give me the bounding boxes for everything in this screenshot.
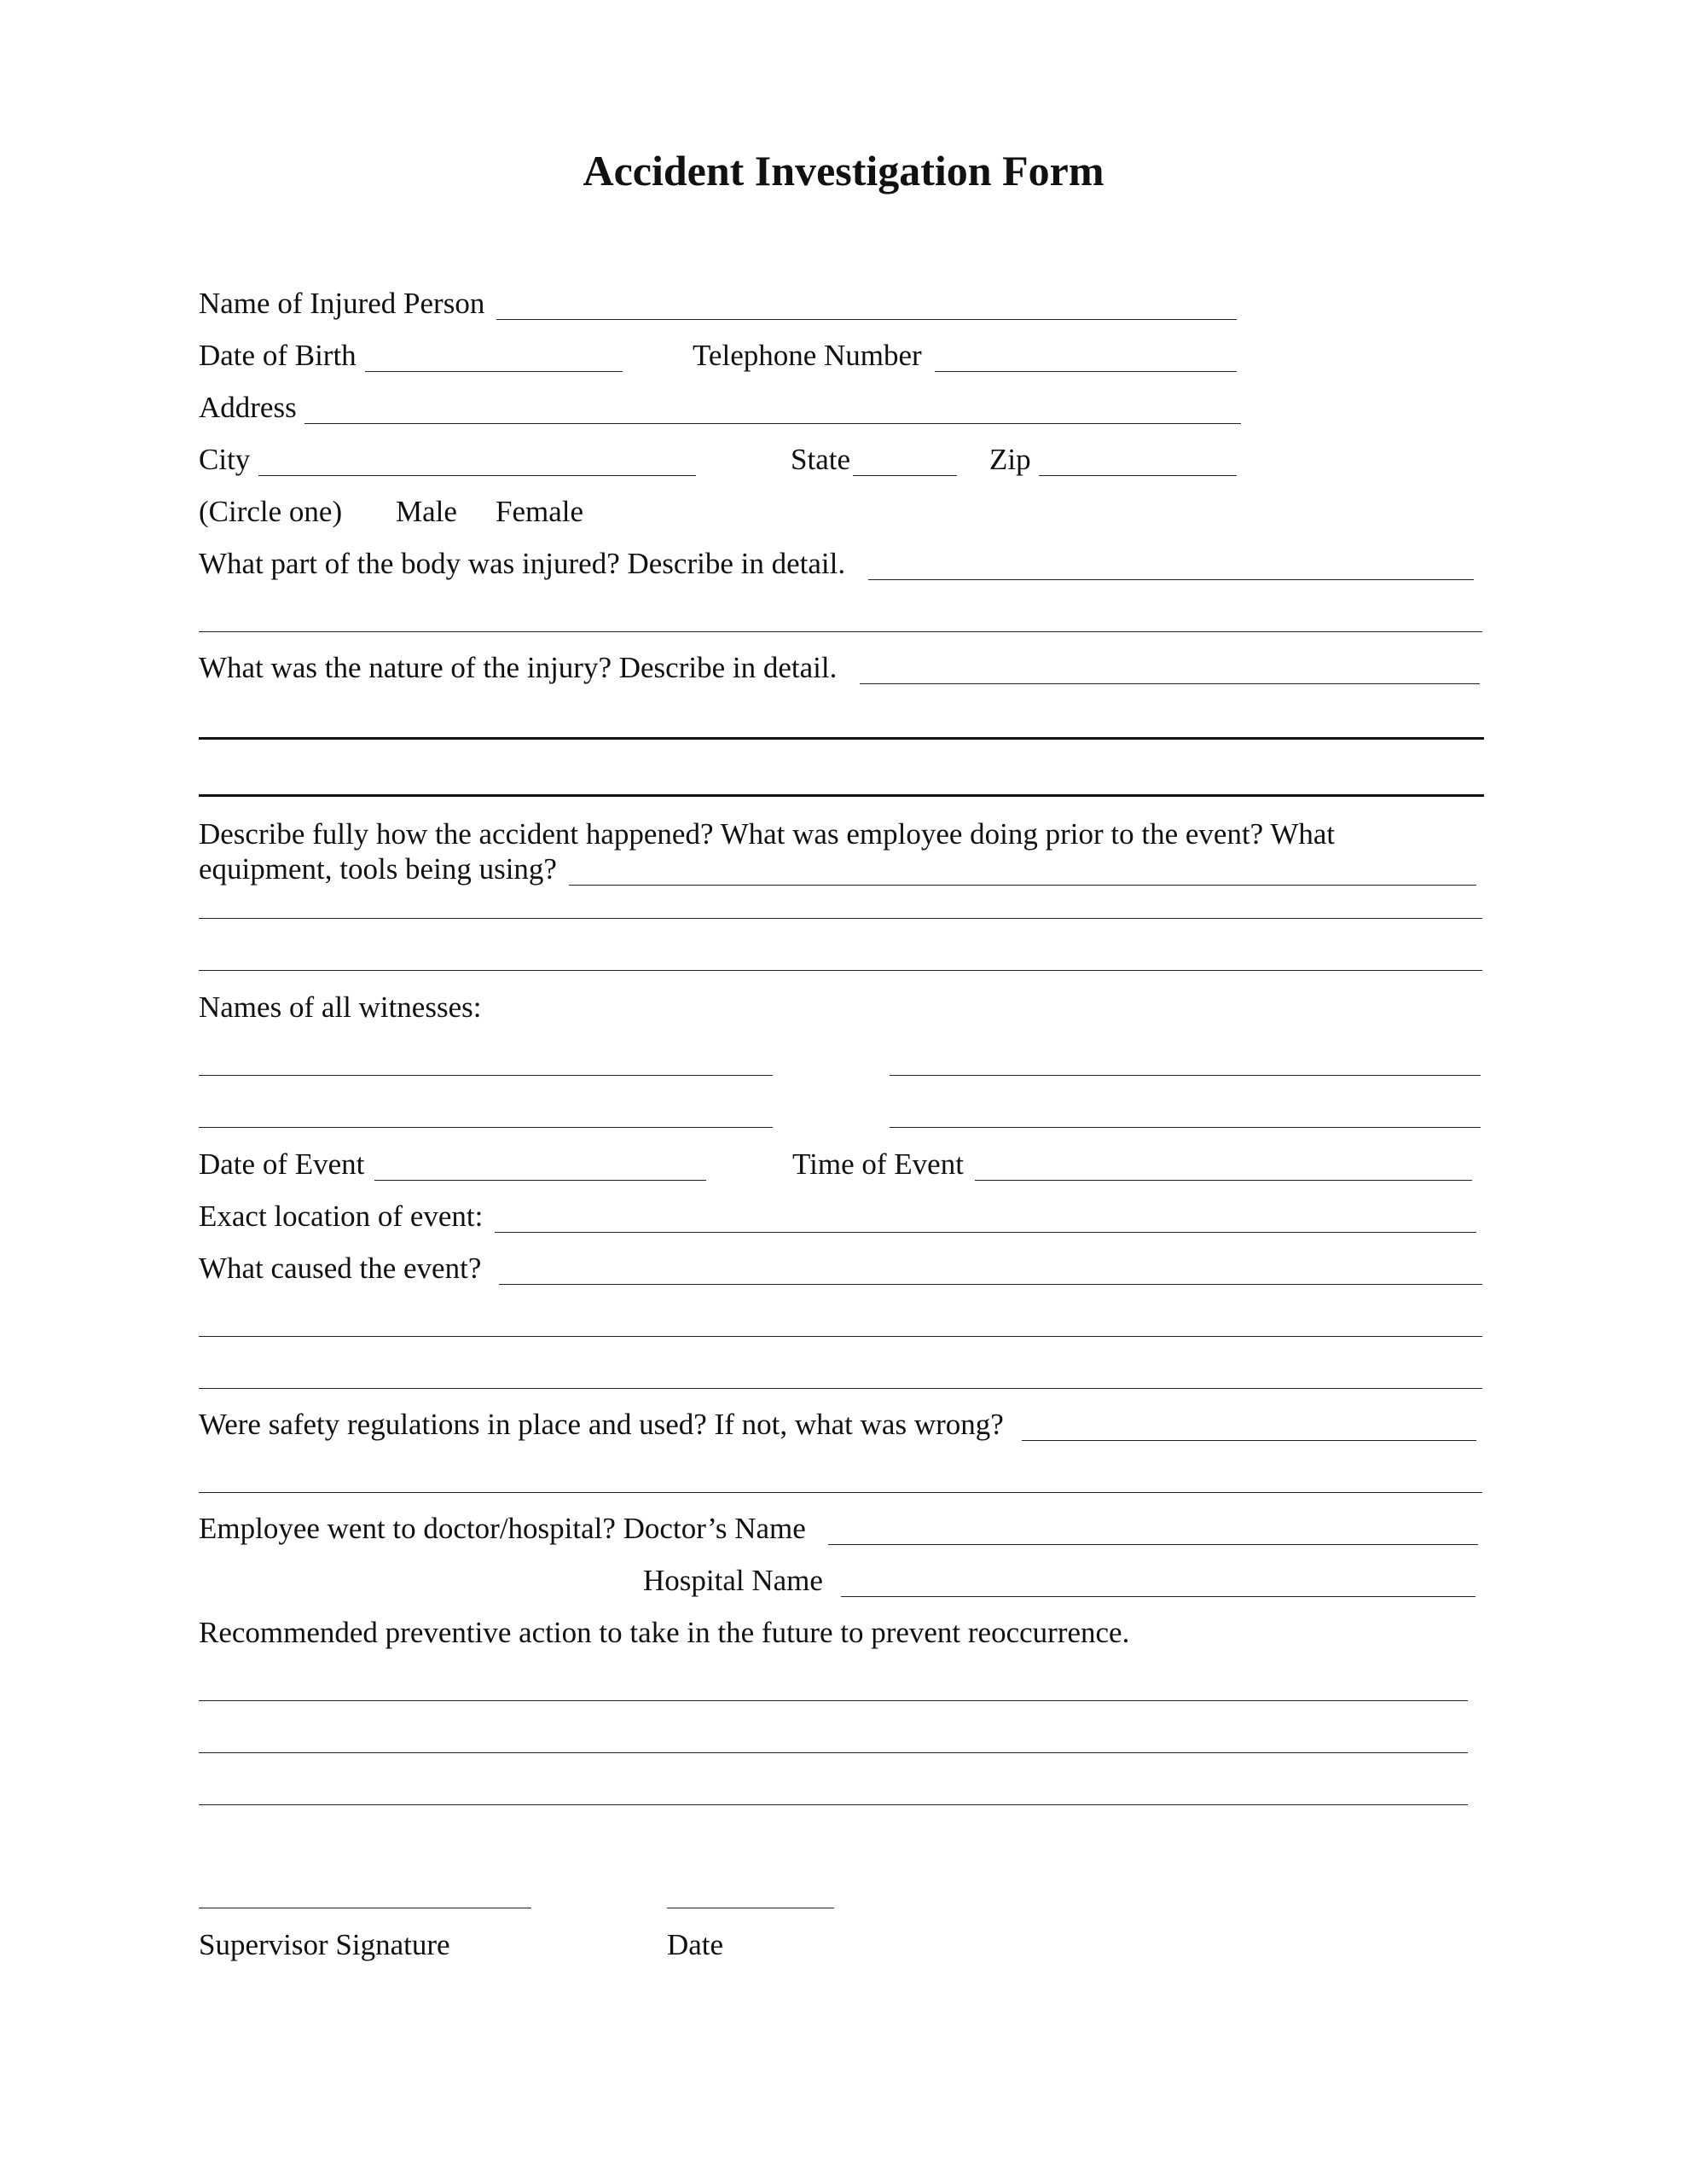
city-label: City [199, 443, 251, 476]
telephone-number-field[interactable] [935, 371, 1237, 372]
what-caused-field-3[interactable] [199, 1388, 1482, 1389]
name-of-injured-person-field[interactable] [496, 319, 1237, 320]
doctor-question: Employee went to doctor/hospital? Doctor’s Name [199, 1512, 806, 1545]
describe-accident-question-line2: equipment, tools being using? [199, 852, 557, 886]
date-of-birth-label: Date of Birth [199, 339, 357, 372]
witness-field-2[interactable] [890, 1075, 1481, 1076]
describe-accident-field-2[interactable] [199, 918, 1482, 919]
hospital-name-label: Hospital Name [643, 1564, 823, 1597]
zip-field[interactable] [1039, 475, 1237, 476]
nature-of-injury-field-1[interactable] [860, 683, 1480, 684]
state-field[interactable] [853, 475, 957, 476]
doctors-name-field[interactable] [828, 1544, 1478, 1545]
female-option[interactable]: Female [496, 495, 584, 528]
time-of-event-field[interactable] [975, 1180, 1472, 1181]
exact-location-field[interactable] [495, 1232, 1476, 1233]
supervisor-signature-label: Supervisor Signature [199, 1928, 450, 1961]
name-of-injured-person-label: Name of Injured Person [199, 287, 485, 320]
hospital-name-field[interactable] [841, 1596, 1475, 1597]
body-part-question: What part of the body was injured? Describe in detail. [199, 547, 846, 580]
page-title: Accident Investigation Form [583, 147, 1104, 195]
male-option[interactable]: Male [396, 495, 457, 528]
safety-regulations-question: Were safety regulations in place and used? If not, what was wrong? [199, 1408, 1004, 1441]
describe-accident-question-line1: Describe fully how the accident happened? What was employee doing prior to the event? What [199, 817, 1336, 851]
telephone-number-label: Telephone Number [693, 339, 922, 372]
date-of-event-field[interactable] [374, 1180, 706, 1181]
exact-location-label: Exact location of event: [199, 1199, 484, 1233]
witness-field-4[interactable] [890, 1127, 1481, 1128]
body-part-field-2[interactable] [199, 631, 1482, 632]
witness-field-1[interactable] [199, 1075, 773, 1076]
recommended-action-field-1[interactable] [199, 1700, 1468, 1701]
recommended-action-field-2[interactable] [199, 1752, 1468, 1753]
city-field[interactable] [258, 475, 696, 476]
safety-regulations-field-2[interactable] [199, 1492, 1482, 1493]
date-of-birth-field[interactable] [365, 371, 623, 372]
what-caused-label: What caused the event? [199, 1252, 482, 1285]
state-label: State [791, 443, 850, 476]
describe-accident-field-1[interactable] [569, 885, 1476, 886]
address-field[interactable] [304, 423, 1241, 424]
time-of-event-label: Time of Event [792, 1147, 964, 1181]
body-part-field-1[interactable] [868, 579, 1474, 580]
describe-accident-field-3[interactable] [199, 970, 1482, 971]
what-caused-field-2[interactable] [199, 1336, 1482, 1337]
circle-one-label: (Circle one) [199, 495, 343, 528]
nature-of-injury-field-2[interactable] [199, 737, 1484, 740]
witness-field-3[interactable] [199, 1127, 773, 1128]
recommended-action-label: Recommended preventive action to take in the future to prevent reoccurrence. [199, 1616, 1130, 1649]
recommended-action-field-3[interactable] [199, 1804, 1468, 1805]
what-caused-field-1[interactable] [499, 1284, 1482, 1285]
date-of-event-label: Date of Event [199, 1147, 365, 1181]
zip-label: Zip [989, 443, 1031, 476]
safety-regulations-field-1[interactable] [1022, 1440, 1476, 1441]
address-label: Address [199, 391, 297, 424]
nature-of-injury-question: What was the nature of the injury? Describe in detail. [199, 651, 838, 684]
nature-of-injury-field-3[interactable] [199, 794, 1484, 797]
signature-date-label: Date [667, 1928, 724, 1961]
witnesses-label: Names of all witnesses: [199, 990, 482, 1024]
